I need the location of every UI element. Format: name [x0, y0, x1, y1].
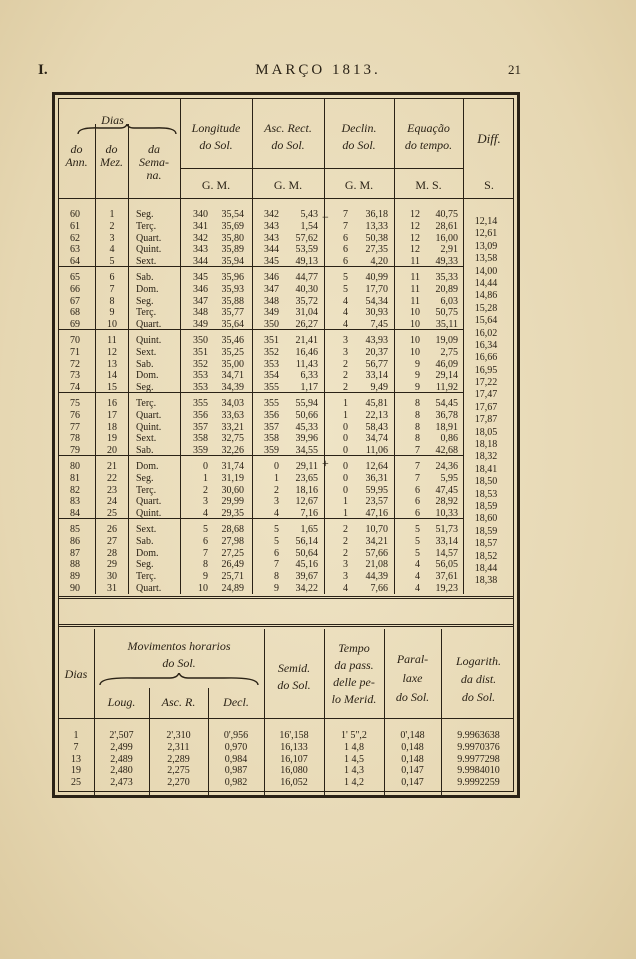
unit-asc: G. M. [273, 178, 303, 192]
t2-dias: 1 7 13 19 25 [71, 730, 81, 789]
diff-value: 18,41 [474, 463, 498, 475]
cell-es: 51,73 33,14 14,57 56,05 37,61 19,23 [435, 524, 458, 594]
page-title: MARÇO 1813. [255, 62, 381, 78]
cell-mez: 26 27 28 29 30 31 [107, 524, 117, 594]
header-loug: Loug. [107, 695, 136, 709]
diff-column [462, 216, 510, 588]
header-asc-r: Asc. R. [161, 695, 196, 709]
cell-dg: 0 0 0 1 1 [343, 461, 348, 520]
cell-em: 7 7 6 6 6 [415, 461, 420, 520]
cell-em: 8 8 8 8 7 [415, 398, 420, 457]
row-group [0, 209, 636, 269]
cell-dg: 5 5 4 4 4 [343, 272, 348, 331]
cell-em: 5 5 5 4 4 4 [415, 524, 420, 594]
cell-dg: 1 1 0 0 0 [343, 398, 348, 457]
cell-am: 55,94 50,66 45,33 39,96 34,55 [295, 398, 318, 457]
cell-sem: Sext. Sab. Dom. Seg. Terç. Quart. [136, 524, 162, 594]
diff-value: 16,34 [474, 339, 498, 351]
cell-es: 24,36 5,95 47,45 28,92 10,33 [435, 461, 458, 520]
header-logarith: Logarith. da dist. do Sol. [455, 654, 501, 704]
header-movimentos: Movimentos horarios do Sol. [127, 639, 231, 670]
row-group [0, 524, 636, 596]
diff-value: 18,57 [474, 538, 498, 550]
header-equacao: Equação do tempo. [404, 121, 453, 152]
cell-lg: 5 6 7 8 9 10 [198, 524, 208, 594]
cell-dm: 36,18 13,33 50,38 27,35 4,20 [365, 209, 388, 268]
unit-declin: G. M. [344, 178, 374, 192]
diff-value: 12,61 [474, 228, 498, 240]
cell-ann: 70 71 72 73 74 [70, 335, 80, 394]
diff-value: 12,14 [474, 216, 498, 227]
cell-lg: 0 1 2 3 4 [203, 461, 208, 520]
diff-value: 18,59 [474, 525, 498, 537]
header-da-semana: da Sema- na. [139, 142, 169, 182]
cell-ann: 80 81 82 83 84 [70, 461, 80, 520]
diff-value: 15,28 [474, 302, 498, 314]
diff-value: 13,58 [474, 253, 498, 265]
row-group [0, 461, 636, 521]
page-header [0, 62, 636, 82]
cell-ann: 85 86 87 88 89 90 [70, 524, 80, 594]
cell-mez: 16 17 18 19 20 [107, 398, 117, 457]
cell-ag: 342 343 343 344 345 [264, 209, 279, 268]
row-group [0, 398, 636, 458]
cell-dm: 40,99 17,70 54,34 30,93 7,45 [365, 272, 388, 331]
cell-dg: 2 2 2 3 3 4 [343, 524, 348, 594]
cell-es: 19,09 2,75 46,09 29,14 11,92 [435, 335, 458, 394]
cell-ag: 351 352 353 354 355 [264, 335, 279, 394]
declination-sign-south: − [322, 210, 329, 224]
cell-sem: Seg. Terç. Quart. Quint. Sext. [136, 209, 162, 268]
t2-tempo: 1' 5",2 1 4,8 1 4,5 1 4,3 1 4,2 [341, 730, 367, 789]
diff-value: 17,22 [474, 377, 498, 389]
header-dias-2: Dias [64, 667, 88, 681]
diff-value: 18,60 [474, 513, 498, 525]
diff-value: 18,05 [474, 426, 498, 438]
cell-mez: 11 12 13 14 15 [107, 335, 117, 394]
header-asc-rect: Asc. Rect. do Sol. [264, 121, 312, 152]
t2-ascr: 2',310 2,311 2,289 2,275 2,270 [166, 730, 191, 789]
cell-es: 40,75 28,61 16,00 2,91 49,33 [435, 209, 458, 268]
cell-lm: 35,54 35,69 35,80 35,89 35,94 [221, 209, 244, 268]
cell-mez: 6 7 8 9 10 [107, 272, 117, 331]
diff-value: 15,64 [474, 315, 498, 327]
diff-value: 14,00 [474, 265, 498, 277]
diff-value: 18,38 [474, 575, 498, 587]
diff-value: 18,52 [474, 550, 498, 562]
header-do-mez: do Mez. [100, 142, 123, 169]
diff-value: 16,66 [474, 352, 498, 364]
day-number: I. [38, 62, 48, 78]
cell-am: 21,41 16,46 11,43 6,33 1,17 [295, 335, 318, 394]
cell-ag: 0 1 2 3 4 [274, 461, 279, 520]
diff-value: 14,86 [474, 290, 498, 302]
diff-value: 16,95 [474, 364, 498, 376]
cell-ag: 346 347 348 349 350 [264, 272, 279, 331]
cell-es: 35,33 20,89 6,03 50,75 35,11 [435, 272, 458, 331]
cell-dm: 45,81 22,13 58,43 34,74 11,06 [365, 398, 388, 457]
cell-dm: 10,70 34,21 57,66 21,08 44,39 7,66 [365, 524, 388, 594]
brace-icon [76, 124, 178, 136]
header-semid: Semid. do Sol. [277, 661, 311, 692]
diff-value: 18,32 [474, 451, 498, 463]
unit-diff: S. [484, 178, 494, 192]
cell-em: 10 10 9 9 9 [410, 335, 420, 394]
t2-decl: 0',956 0,970 0,984 0,987 0,982 [223, 730, 249, 789]
header-decl: Decl. [223, 695, 249, 709]
cell-am: 5,43 1,54 57,62 53,59 49,13 [295, 209, 318, 268]
cell-am: 1,65 56,14 50,64 45,16 39,67 34,22 [295, 524, 318, 594]
diff-value: 17,87 [474, 414, 498, 426]
cell-es: 54,45 36,78 18,91 0,86 42,68 [435, 398, 458, 457]
diff-value: 16,02 [474, 327, 498, 339]
cell-sem: Terç. Quart. Quint. Sext. Sab. [136, 398, 162, 457]
row-group [0, 335, 636, 395]
unit-equacao: M. S. [415, 178, 442, 192]
cell-am: 44,77 40,30 35,72 31,04 26,27 [295, 272, 318, 331]
header-tempo: Tempo da pass. delle pe- lo Merid. [331, 641, 377, 706]
cell-ann: 75 76 77 78 79 [70, 398, 80, 457]
cell-ag: 355 356 357 358 359 [264, 398, 279, 457]
declination-sign-north: + [322, 456, 329, 470]
t2-logar: 9.9963638 9.9970376 9.9977298 9.9984010 9.9992259 [457, 730, 500, 789]
brace-icon [98, 673, 260, 687]
header-diff: Diff. [477, 131, 501, 146]
cell-lm: 35,96 35,93 35,88 35,77 35,64 [221, 272, 244, 331]
cell-dm: 12,64 36,31 59,95 23,57 47,16 [365, 461, 388, 520]
diff-value: 17,67 [474, 401, 498, 413]
header-do-ann: do Ann. [65, 142, 88, 169]
cell-mez: 21 22 23 24 25 [107, 461, 117, 520]
row-group [0, 272, 636, 332]
cell-lg: 340 341 342 343 344 [193, 209, 208, 268]
cell-lm: 28,68 27,98 27,25 26,49 25,71 24,89 [221, 524, 244, 594]
cell-lm: 34,03 33,63 33,21 32,75 32,26 [221, 398, 244, 457]
page-number: 21 [508, 62, 521, 77]
cell-lg: 345 346 347 348 349 [193, 272, 208, 331]
unit-longitude: G. M. [201, 178, 231, 192]
diff-value: 18,50 [474, 476, 498, 488]
header-longitude: Longitude do Sol. [191, 121, 241, 152]
cell-dg: 3 3 2 2 2 [343, 335, 348, 394]
header-dias: Dias [101, 113, 124, 127]
cell-lm: 35,46 35,25 35,00 34,71 34,39 [221, 335, 244, 394]
header-declin: Declin. do Sol. [341, 121, 377, 152]
cell-dg: 7 7 6 6 6 [343, 209, 348, 268]
diff-value: 14,44 [474, 277, 498, 289]
cell-ann: 60 61 62 63 64 [70, 209, 80, 268]
t2-semid: 16',158 16,133 16,107 16,080 16,052 [279, 730, 309, 789]
diff-value: 18,53 [474, 488, 498, 500]
diff-value: 17,47 [474, 389, 498, 401]
cell-em: 12 12 12 12 11 [410, 209, 420, 268]
cell-ag: 5 5 6 7 8 9 [274, 524, 279, 594]
cell-dm: 43,93 20,37 56,77 33,14 9,49 [365, 335, 388, 394]
cell-lg: 350 351 352 353 353 [193, 335, 208, 394]
cell-ann: 65 66 67 68 69 [70, 272, 80, 331]
cell-lm: 31,74 31,19 30,60 29,99 29,35 [221, 461, 244, 520]
cell-em: 11 11 11 10 10 [410, 272, 420, 331]
t2-paral: 0',148 0,148 0,148 0,147 0,147 [400, 730, 425, 789]
cell-sem: Quint. Sext. Sab. Dom. Seg. [136, 335, 162, 394]
header-parallaxe: Paral- laxe do Sol. [395, 652, 430, 704]
cell-lg: 355 356 357 358 359 [193, 398, 208, 457]
cell-sem: Sab. Dom. Seg. Terç. Quart. [136, 272, 162, 331]
cell-sem: Dom. Seg. Terç. Quart. Quint. [136, 461, 162, 520]
diff-value: 13,09 [474, 240, 498, 252]
t2-loug: 2',507 2,499 2,489 2,480 2,473 [109, 730, 134, 789]
diff-value: 18,18 [474, 439, 498, 451]
cell-am: 29,11 23,65 18,16 12,67 7,16 [295, 461, 318, 520]
diff-value: 18,44 [474, 562, 498, 574]
cell-mez: 1 2 3 4 5 [109, 209, 115, 268]
diff-value: 18,59 [474, 500, 498, 512]
